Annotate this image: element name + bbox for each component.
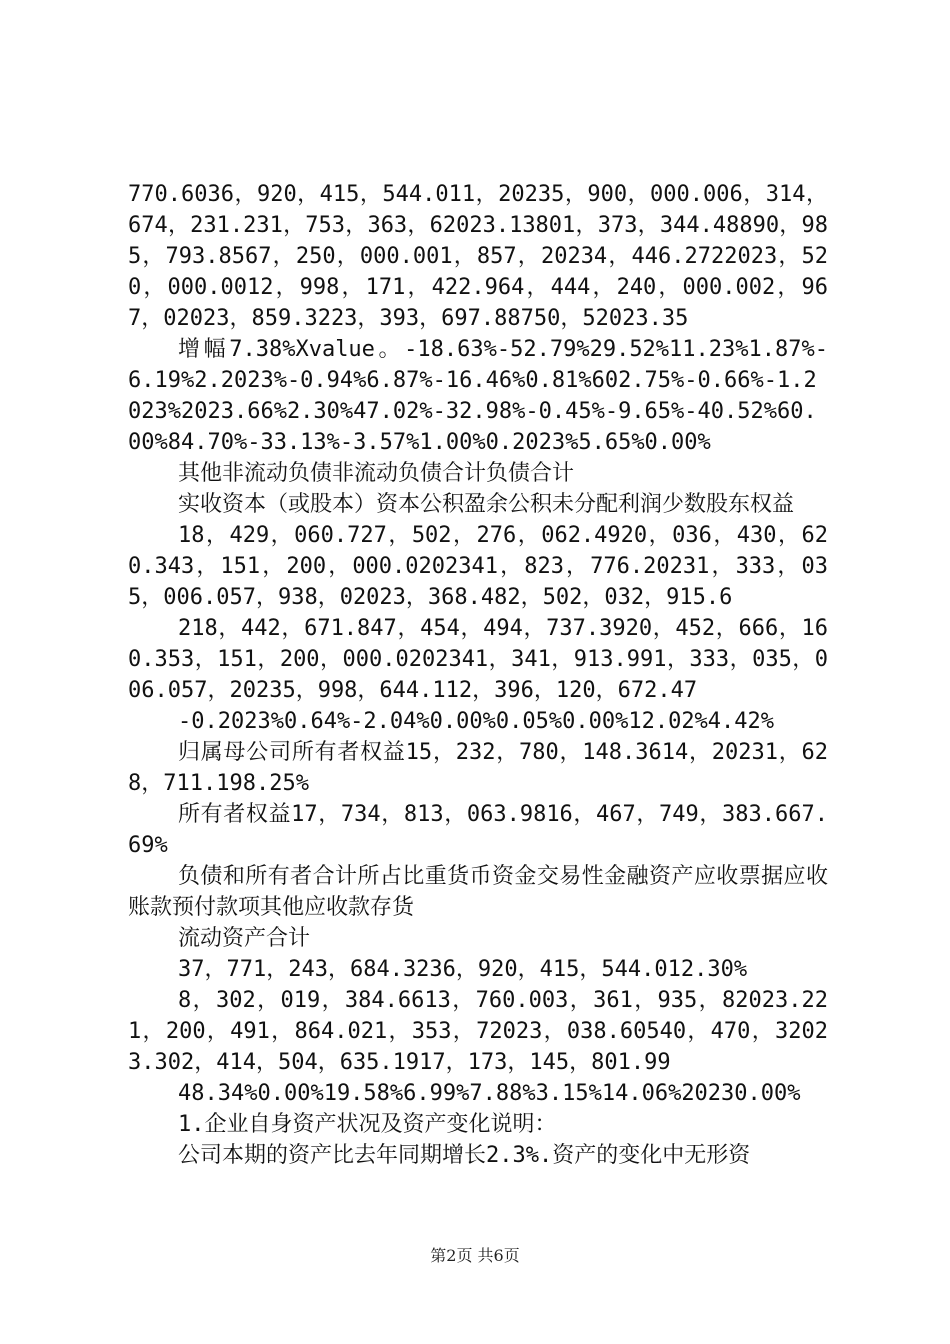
current-asset-values: 8，302，019，384.6613，760.003，361，935，82023.221，200，491，864.021，353，72023，038.60540，470，32023.302，414，504，635.1917，173，145，801.99: [128, 988, 828, 1075]
liability-items-heading: 其他非流动负债非流动负债合计负债合计: [178, 461, 575, 486]
asset-items-heading: 负债和所有者合计所占比重货币资金交易性金融资产应收票据应收账款预付款项其他应收款存货: [128, 864, 828, 920]
parent-equity-line: 归属母公司所有者权益15，232，780，148.3614，20231，628，711.198.25%: [128, 740, 828, 796]
page-footer: 第2页 共6页: [430, 1246, 520, 1265]
current-assets-total-label: 流动资产合计: [178, 926, 311, 951]
section-heading-asset-status: 1.企业自身资产状况及资产变化说明：: [178, 1112, 557, 1137]
document-body: [128, 179, 828, 1171]
numbers-paragraph-1: 770.6036，920，415，544.011，20235，900，000.006，314，674，231.231，753，363，62023.13801，373，344.48890，985，793.8567，250，000.001，857，20234，446.2722023，520，000.0012，998，171，422.964，444，240，000.002，967，02023，859.3223，393，697.88750，52023.35: [128, 182, 828, 331]
growth-rate-paragraph: 增幅7.38%Xvalue。-18.63%-52.79%29.52%11.23%1.87%-6.19%2.2023%-0.94%6.87%-16.46%0.81%602.75%-0.66%-1.2023%2023.66%2.30%47.02%-32.98%-0.45%-9.65%-40.52%60.00%84.70%-33.13%-3.57%1.00%0.2023%5.65%0.00%: [128, 337, 828, 455]
total-assets-line: 37，771，243，684.3236，920，415，544.012.30%: [178, 957, 748, 982]
equity-values-current: 18，429，060.727，502，276，062.4920，036，430，620.343，151，200，000.0202341，823，776.20231，333，035，006.057，938，02023，368.482，502，032，915.6: [128, 523, 828, 610]
asset-proportion-rates: 48.34%0.00%19.58%6.99%7.88%3.15%14.06%20230.00%: [178, 1081, 801, 1106]
asset-change-description: 公司本期的资产比去年同期增长2.3%.资产的变化中无形资: [178, 1143, 751, 1168]
total-equity-line: 所有者权益17，734，813，063.9816，467，749，383.667.69%: [128, 802, 828, 858]
equity-values-prior: 218，442，671.847，454，494，737.3920，452，666，160.353，151，200，000.0202341，341，913.991，333，035，006.057，20235，998，644.112，396，120，672.47: [128, 616, 828, 703]
equity-growth-rates: -0.2023%0.64%-2.04%0.00%0.05%0.00%12.02%4.42%: [178, 709, 775, 734]
equity-items-heading: 实收资本（或股本）资本公积盈余公积未分配利润少数股东权益: [178, 492, 795, 517]
